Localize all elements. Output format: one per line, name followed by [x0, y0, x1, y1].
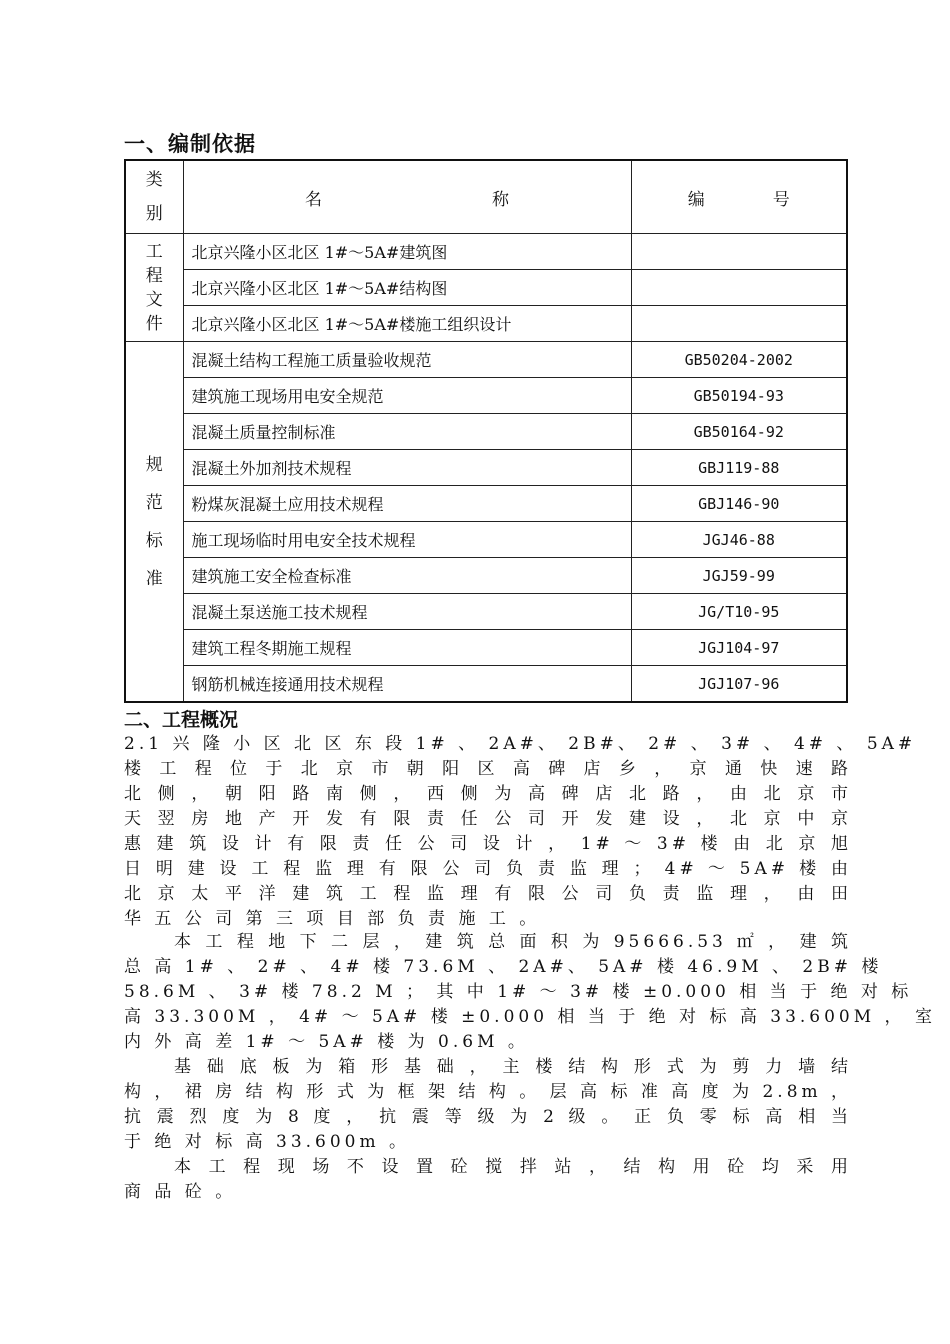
header-category-char: 别 — [145, 204, 163, 224]
overview-paragraph-structure — [124, 1055, 852, 1155]
doc-name: 北京兴隆小区北区 1#～5A#建筑图 — [183, 234, 631, 270]
standard-name: 建筑施工安全检查标准 — [183, 558, 631, 594]
standard-name: 混凝土结构工程施工质量验收规范 — [183, 342, 631, 378]
standard-code: GB50194-93 — [631, 378, 847, 414]
standard-code: GBJ146-90 — [631, 486, 847, 522]
doc-code — [631, 270, 847, 306]
table-row — [125, 630, 847, 666]
standard-code: JG/T10-95 — [631, 594, 847, 630]
text-line: 2.1 兴 隆 小 区 北 区 东 段 1# 、 2A#、 2B#、 2# 、 3# 、 4# 、 5A# — [124, 734, 917, 754]
standard-name: 建筑施工现场用电安全规范 — [183, 378, 631, 414]
standard-name: 混凝土泵送施工技术规程 — [183, 594, 631, 630]
table-row — [125, 450, 847, 486]
category-char: 件 — [145, 313, 163, 334]
category-char: 准 — [145, 568, 163, 589]
standard-code: JGJ59-99 — [631, 558, 847, 594]
standard-name: 施工现场临时用电安全技术规程 — [183, 522, 631, 558]
standard-name: 混凝土外加剂技术规程 — [183, 450, 631, 486]
section-title-overview: 二、工程概况 — [124, 709, 239, 731]
standard-name: 粉煤灰混凝土应用技术规程 — [183, 486, 631, 522]
standard-code: GB50204-2002 — [631, 342, 847, 378]
table-row — [125, 378, 847, 414]
basis-table — [124, 159, 848, 703]
header-code: 编 号 — [631, 160, 847, 234]
standard-name: 钢筋机械连接通用技术规程 — [183, 666, 631, 703]
category-standards — [125, 342, 183, 703]
table-row — [125, 234, 847, 270]
text-line: 内 外 高 差 1# ～ 5A# 楼 为 0.6M 。 — [124, 1032, 529, 1052]
text-line: 商 品 砼 。 — [124, 1182, 237, 1202]
text-line: 58.6M 、 3# 楼 78.2 M ； 其 中 1# ～ 3# 楼 ±0.000 相 当 于 绝 对 标 — [124, 982, 913, 1002]
text-line: 于 绝 对 标 高 33.600m 。 — [124, 1132, 411, 1152]
category-char: 规 — [145, 454, 163, 475]
table-row — [125, 666, 847, 703]
overview-paragraph-area — [124, 930, 936, 1055]
table-row — [125, 486, 847, 522]
text-line: 抗 震 烈 度 为 8 度 ， 抗 震 等 级 为 2 级 。 正 负 零 标 高 相 当 — [124, 1107, 852, 1127]
doc-code — [631, 234, 847, 270]
category-char: 工 — [145, 241, 163, 262]
text-line: 华 五 公 司 第 三 项 目 部 负 责 施 工 。 — [124, 909, 541, 929]
standard-code: JGJ104-97 — [631, 630, 847, 666]
doc-name: 北京兴隆小区北区 1#～5A#结构图 — [183, 270, 631, 306]
standard-code: JGJ46-88 — [631, 522, 847, 558]
category-char: 文 — [145, 289, 163, 310]
overview-paragraph-concrete — [124, 1155, 852, 1205]
standard-name: 建筑工程冬期施工规程 — [183, 630, 631, 666]
text-line: 惠 建 筑 设 计 有 限 责 任 公 司 设 计 ， 1# ～ 3# 楼 由 北 京 旭 — [124, 834, 852, 854]
header-category — [125, 160, 183, 234]
table-row — [125, 594, 847, 630]
text-line: 构 ， 裙 房 结 构 形 式 为 框 架 结 构 。 层 高 标 准 高 度 为 2.8m ， — [124, 1082, 853, 1102]
text-line: 北 侧 ， 朝 阳 路 南 侧 ， 西 侧 为 高 碑 店 北 路 ， 由 北 京 市 — [124, 784, 852, 804]
category-char: 程 — [145, 265, 163, 286]
standard-name: 混凝土质量控制标准 — [183, 414, 631, 450]
text-line: 天 翌 房 地 产 开 发 有 限 责 任 公 司 开 发 建 设 ， 北 京 中 京 — [124, 809, 852, 829]
text-line: 北 京 太 平 洋 建 筑 工 程 监 理 有 限 公 司 负 责 监 理 ， 由 田 — [124, 884, 852, 904]
table-row — [125, 522, 847, 558]
text-line: 基 础 底 板 为 箱 形 基 础 ， 主 楼 结 构 形 式 为 剪 力 墙 结 — [174, 1057, 852, 1077]
category-char: 标 — [145, 530, 163, 551]
header-name: 名 称 — [183, 160, 631, 234]
doc-code — [631, 306, 847, 342]
table-row — [125, 342, 847, 378]
text-line: 日 明 建 设 工 程 监 理 有 限 公 司 负 责 监 理 ； 4# ～ 5A# 楼 由 — [124, 859, 852, 879]
text-line: 楼 工 程 位 于 北 京 市 朝 阳 区 高 碑 店 乡 ， 京 通 快 速 路 — [124, 759, 852, 779]
section-title-basis: 一、编制依据 — [124, 132, 256, 156]
standard-code: GBJ119-88 — [631, 450, 847, 486]
text-line: 本 工 程 地 下 二 层 ， 建 筑 总 面 积 为 95666.53 ㎡ ， 建 筑 — [174, 932, 852, 952]
text-line: 本 工 程 现 场 不 设 置 砼 搅 拌 站 ， 结 构 用 砼 均 采 用 — [174, 1157, 852, 1177]
category-project-docs — [125, 234, 183, 342]
table-row — [125, 306, 847, 342]
header-category-char: 类 — [145, 170, 163, 190]
standard-code: GB50164-92 — [631, 414, 847, 450]
table-row — [125, 414, 847, 450]
table-row — [125, 558, 847, 594]
text-line: 高 33.300M ， 4# ～ 5A# 楼 ±0.000 相 当 于 绝 对 标 高 33.600M ， 室 — [124, 1007, 936, 1027]
overview-paragraph-location — [124, 732, 917, 932]
standard-code: JGJ107-96 — [631, 666, 847, 703]
table-row — [125, 270, 847, 306]
doc-name: 北京兴隆小区北区 1#～5A#楼施工组织设计 — [183, 306, 631, 342]
table-header-row — [125, 160, 847, 234]
text-line: 总 高 1# 、 2# 、 4# 楼 73.6M 、 2A#、 5A# 楼 46.9M 、 2B# 楼 — [124, 957, 883, 977]
category-char: 范 — [145, 492, 163, 513]
